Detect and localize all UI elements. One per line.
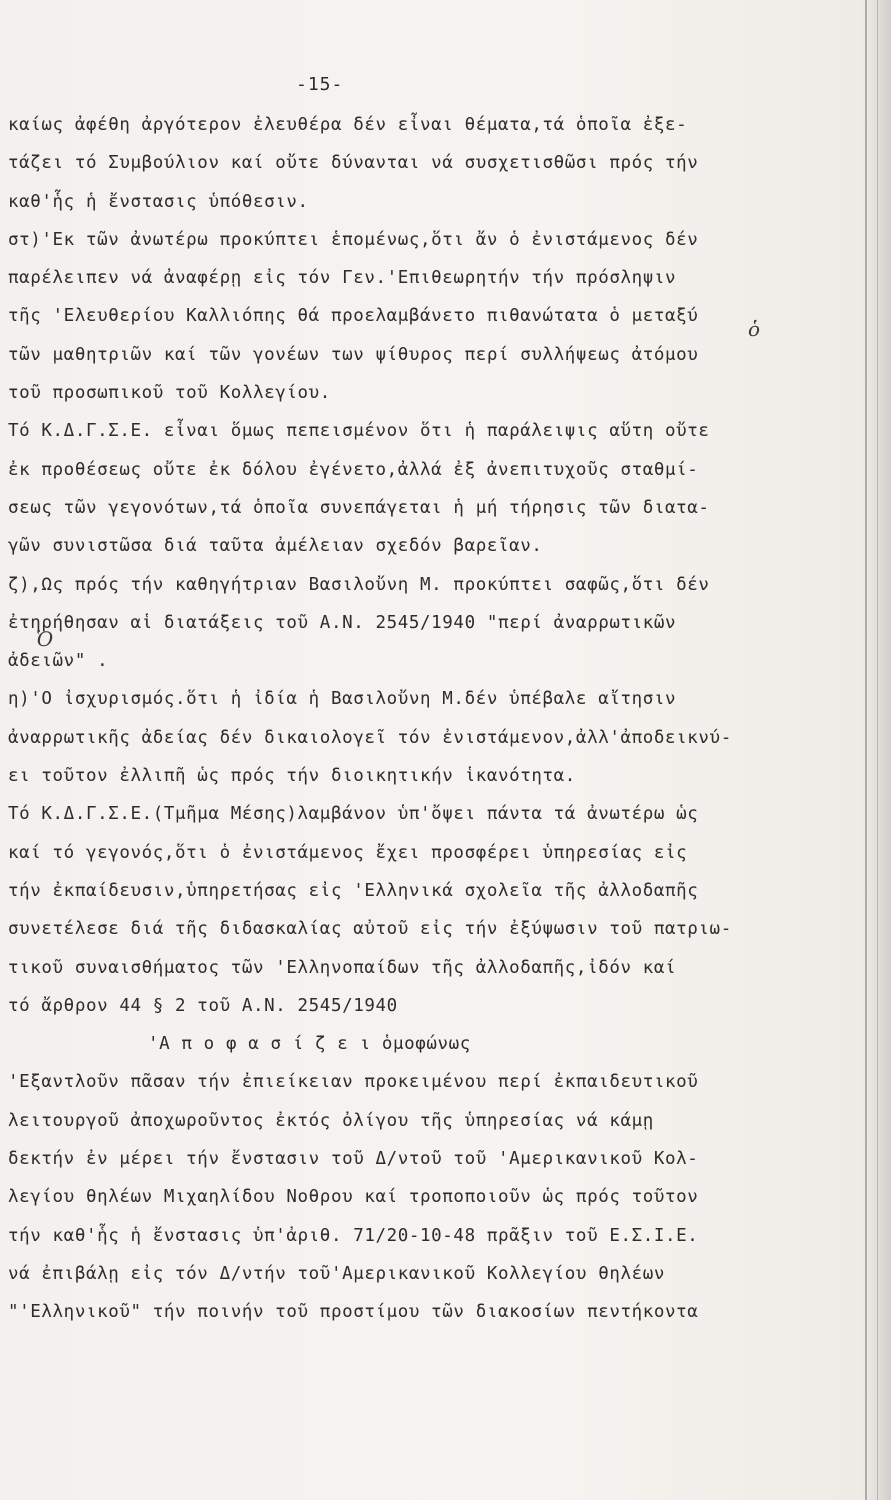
text-line-16: η)'Ο ἰσχυρισμός.ὅτι ἡ ἰδία ἡ Βασιλοὔνη Μ.δέν ὑπέβαλε αἴτησιν <box>8 689 677 710</box>
text-line-32: "'Ελληνικοῦ" τήν ποινήν τοῦ προστίμου τῶν διακοσίων πεντήκοντα <box>8 1302 699 1323</box>
text-line-10: ἐκ προθέσεως οὔτε ἐκ δόλου ἐγένετο,ἀλλά ἐξ ἀνεπιτυχοῦς σταθμί- <box>8 459 699 480</box>
decision-heading: 'Α π ο φ α σ ί ζ ε ι ὁμοφώνως <box>148 1034 471 1055</box>
text-line-9: Τό Κ.Δ.Γ.Σ.Ε. εἶναι ὅμως πεπεισμένον ὅτι ἡ παράλειψις αὕτη οὔτε <box>8 421 710 442</box>
text-line-19: Τό Κ.Δ.Γ.Σ.Ε.(Τμῆμα Μέσης)λαμβάνον ὑπ'ὄψει πάντα τά ἀνωτέρω ὡς <box>8 804 699 825</box>
text-line-24: τό ἄρθρον 44 § 2 τοῦ Α.Ν. 2545/1940 <box>8 995 398 1016</box>
page-edge-shadow <box>861 0 891 1500</box>
text-line-23: τικοῦ συναισθήματος τῶν 'Ελληνοπαίδων τῆς ἀλλοδαπῆς,ἰδόν καί <box>8 957 677 978</box>
text-line-5: παρέλειπεν νά ἀναφέρῃ εἰς τόν Γεν.'Επιθεωρητήν τήν πρόσληψιν <box>8 268 677 289</box>
text-line-31: νά ἐπιβάλῃ εἰς τόν Δ/ντήν τοῦ'Αμερικανικοῦ Κολλεγίου θηλέων <box>8 1263 666 1284</box>
text-line-12: γῶν συνιστῶσα διά ταῦτα ἀμέλειαν σχεδόν βαρεῖαν. <box>8 536 543 557</box>
text-line-28: δεκτήν ἐν μέρει τήν ἔνστασιν τοῦ Δ/ντοῦ τοῦ 'Αμερικανικοῦ Κολ- <box>8 1149 699 1170</box>
handwritten-correction-mark: Ὁ <box>36 627 54 651</box>
text-line-7: τῶν μαθητριῶν καί τῶν γονέων των ψίθυρος περί συλλήψεως ἀτόμου <box>8 344 699 365</box>
text-line-30: τήν καθ'ἧς ἡ ἔνστασις ὑπ'ἀριθ. 71/20-10-48 πρᾶξιν τοῦ Ε.Σ.Ι.Ε. <box>8 1225 699 1246</box>
text-line-29: λεγίου θηλέων Μιχαηλίδου Νοθρου καί τροποποιοῦν ὡς πρός τοῦτον <box>8 1187 699 1208</box>
text-line-2: τάζει τό Συμβούλιον καί οὔτε δύνανται νά συσχετισθῶσι πρός τήν <box>8 153 699 174</box>
text-line-26: 'Εξαντλοῦν πᾶσαν τήν ἐπιείκειαν προκειμένου περί ἐκπαιδευτικοῦ <box>8 1072 699 1093</box>
text-line-21: τήν ἐκπαίδευσιν,ὑπηρετήσας εἰς 'Ελληνικά σχολεῖα τῆς ἀλλοδαπῆς <box>8 880 699 901</box>
text-line-11: σεως τῶν γεγονότων,τά ὁποῖα συνεπάγεται ἡ μή τήρησις τῶν διατα- <box>8 497 710 518</box>
text-line-22: συνετέλεσε διά τῆς διδασκαλίας αὐτοῦ εἰς τήν ἐξύψωσιν τοῦ πατριω- <box>8 919 732 940</box>
text-line-13: ζ),Ως πρός τήν καθηγήτριαν Βασιλοὔνη Μ. προκύπτει σαφῶς,ὅτι δέν <box>8 574 710 595</box>
handwritten-correction-mark: ὁ <box>748 317 761 341</box>
text-line-17: ἀναρρωτικῆς ἀδείας δέν δικαιολογεῖ τόν ἐνιστάμενον,ἀλλ'ἀποδεικνύ- <box>8 727 732 748</box>
text-line-15: ἀδειῶν" . <box>8 651 109 672</box>
text-line-8: τοῦ προσωπικοῦ τοῦ Κολλεγίου. <box>8 383 331 404</box>
text-line-18: ει τοῦτον ἐλλιπῆ ὡς πρός τήν διοικητικήν ἱκανότητα. <box>8 766 576 787</box>
text-line-27: λειτουργοῦ ἀποχωροῦντος ἐκτός ὀλίγου τῆς ὑπηρεσίας νά κάμῃ <box>8 1110 654 1131</box>
document-body <box>8 106 853 1332</box>
text-line-3: καθ'ἧς ἡ ἔνστασις ὑπόθεσιν. <box>8 191 309 212</box>
text-line-6: τῆς 'Ελευθερίου Καλλιόπης θά προελαμβάνετο πιθανώτατα ὁ μεταξύ <box>8 306 699 327</box>
text-line-20: καί τό γεγονός,ὅτι ὁ ἐνιστάμενος ἔχει προσφέρει ὑπηρεσίας εἰς <box>8 842 688 863</box>
page-number: -15- <box>296 74 344 95</box>
text-line-1: καίως ἀφέθη ἀργότερον ἐλευθέρα δέν εἶναι θέματα,τά ὁποῖα ἐξε- <box>8 115 688 135</box>
text-line-4: στ)'Εκ τῶν ἀνωτέρω προκύπτει ἑπομένως,ὅτι ἄν ὁ ἐνιστάμενος δέν <box>8 229 699 250</box>
text-line-14: ἐτηρήθησαν αἱ διατάξεις τοῦ Α.Ν. 2545/1940 "περί ἀναρρωτικῶν <box>8 612 677 633</box>
